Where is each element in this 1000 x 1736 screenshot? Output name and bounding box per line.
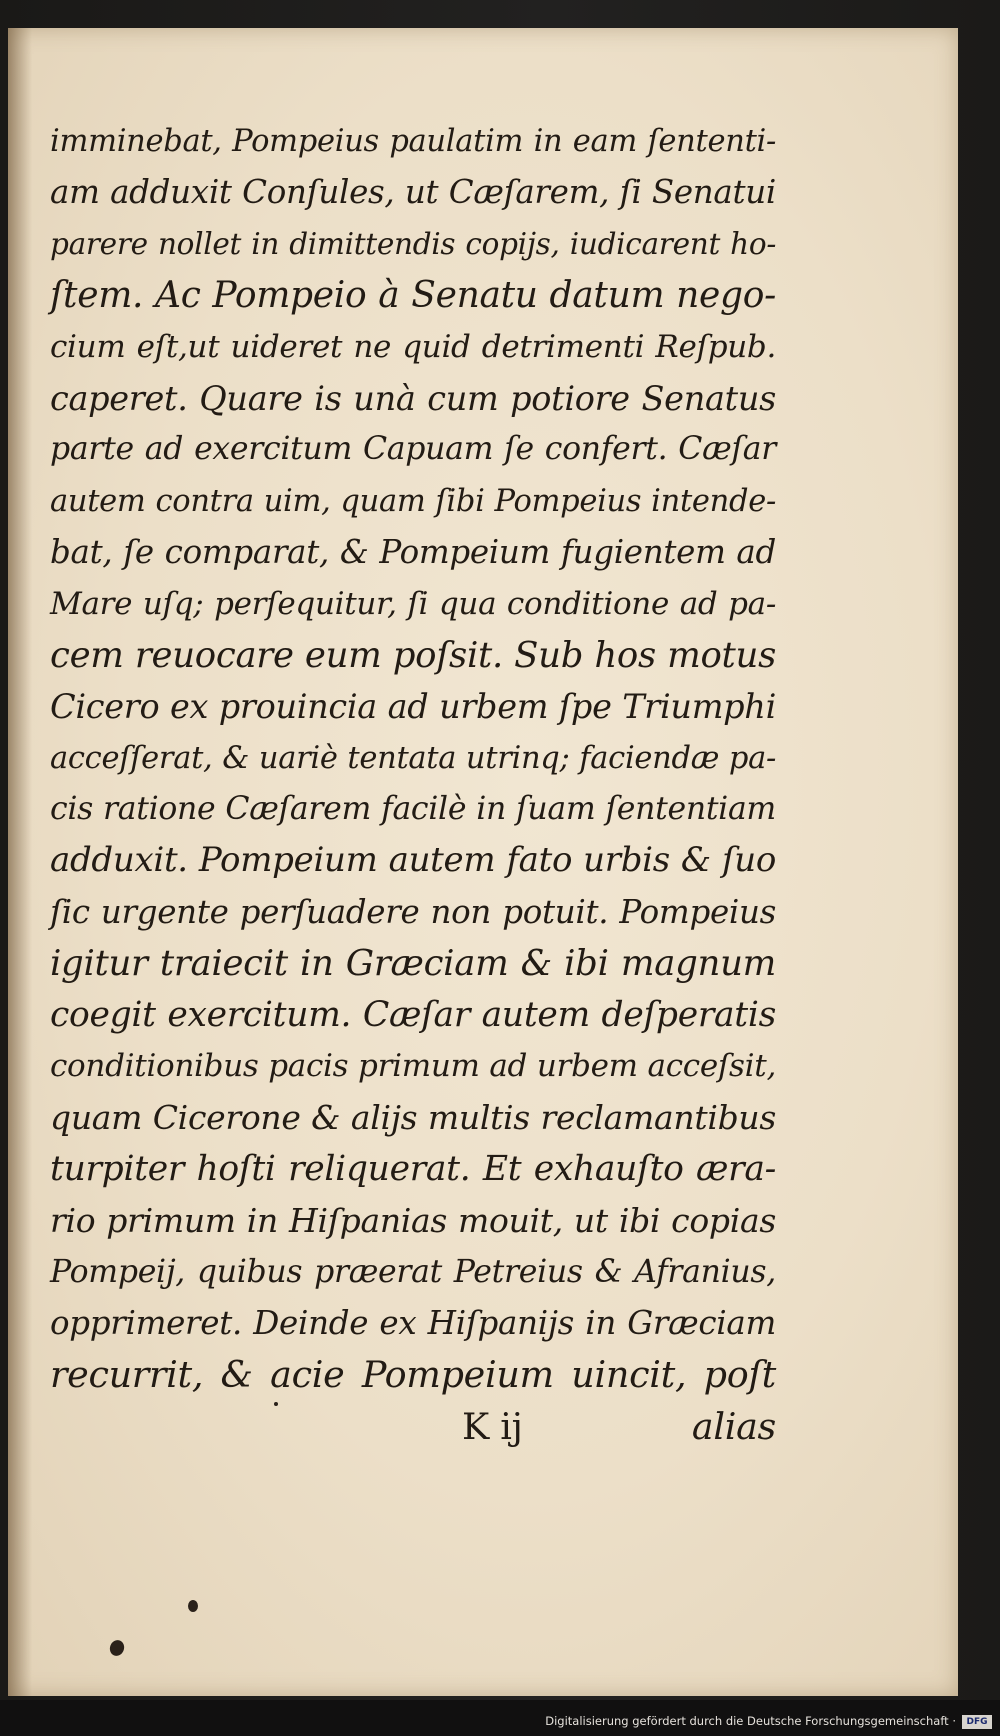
text-line: cem reuocare eum poſsit. Sub hos motus	[50, 634, 776, 676]
text-line: turpiter hoſti reliquerat. Et exhauſto æra-	[50, 1148, 776, 1189]
text-line: cium eſt,ut uideret ne quid detrimenti Reſpub.	[50, 328, 776, 365]
funding-credit: Digitalisierung gefördert durch die Deutsche Forschungsgemeinschaft ·	[545, 1714, 956, 1728]
text-line: ſic urgente perſuadere non potuit. Pompeius	[50, 892, 776, 931]
footer-bar	[0, 1700, 1000, 1736]
ink-spot	[188, 1600, 198, 1612]
signature-mark: K ij	[462, 1404, 523, 1448]
text-line: acceſſerat, & uariè tentata utrinq; faciendæ pa-	[50, 740, 776, 776]
catchword: alias	[691, 1404, 776, 1448]
ink-spot	[274, 1402, 278, 1406]
text-line: autem contra uim, quam ſibi Pompeius intende-	[50, 483, 776, 519]
book-page	[8, 28, 958, 1696]
text-line: quam Cicerone & alijs multis reclamantibus	[50, 1098, 776, 1138]
page-foot-line	[50, 1401, 776, 1452]
text-line: cis ratione Cæſarem facilè in ſuam ſententiam	[50, 791, 776, 828]
ink-spot	[108, 1638, 127, 1658]
text-line: rio primum in Hiſpanias mouit, ut ibi copias	[50, 1201, 776, 1241]
text-line: Pompeij, quibus præerat Petreius & Afranius,	[50, 1253, 776, 1290]
text-line: Cicero ex prouincia ad urbem ſpe Triumphi	[50, 687, 776, 727]
page-text-block	[50, 116, 776, 1452]
page-gutter-shadow	[8, 28, 32, 1696]
text-line: parte ad exercitum Capuam ſe confert. Cæſar	[50, 431, 776, 468]
text-line: am adduxit Conſules, ut Cæſarem, ſi Senatui	[50, 173, 776, 212]
text-line: adduxit. Pompeium autem fato urbis & ſuo	[50, 840, 776, 881]
text-line: coegit exercitum. Cæſar autem deſperatis	[50, 994, 776, 1035]
dfg-logo: DFG	[962, 1715, 992, 1729]
text-line: imminebat, Pompeius paulatim in eam ſententi-	[50, 124, 776, 159]
text-line: ſtem. Ac Pompeio à Senatu datum nego-	[50, 275, 776, 317]
text-line: recurrit, & acie Pompeium uincit, poſt	[50, 1353, 776, 1397]
text-line: opprimeret. Deinde ex Hiſpanijs in Græciam	[50, 1303, 776, 1342]
text-line: igitur traiecit in Græciam & ibi magnum	[50, 943, 776, 985]
text-line: conditionibus pacis primum ad urbem acceſsit,	[50, 1048, 776, 1085]
text-line: parere nollet in dimittendis copijs, iudicarent ho-	[50, 226, 776, 261]
text-line: Mare uſq; perſequitur, ſi qua conditione ad pa-	[50, 585, 776, 622]
text-line: bat, ſe comparat, & Pompeium fugientem ad	[50, 533, 776, 572]
text-line: caperet. Quare is unà cum potiore Senatus	[50, 378, 776, 418]
